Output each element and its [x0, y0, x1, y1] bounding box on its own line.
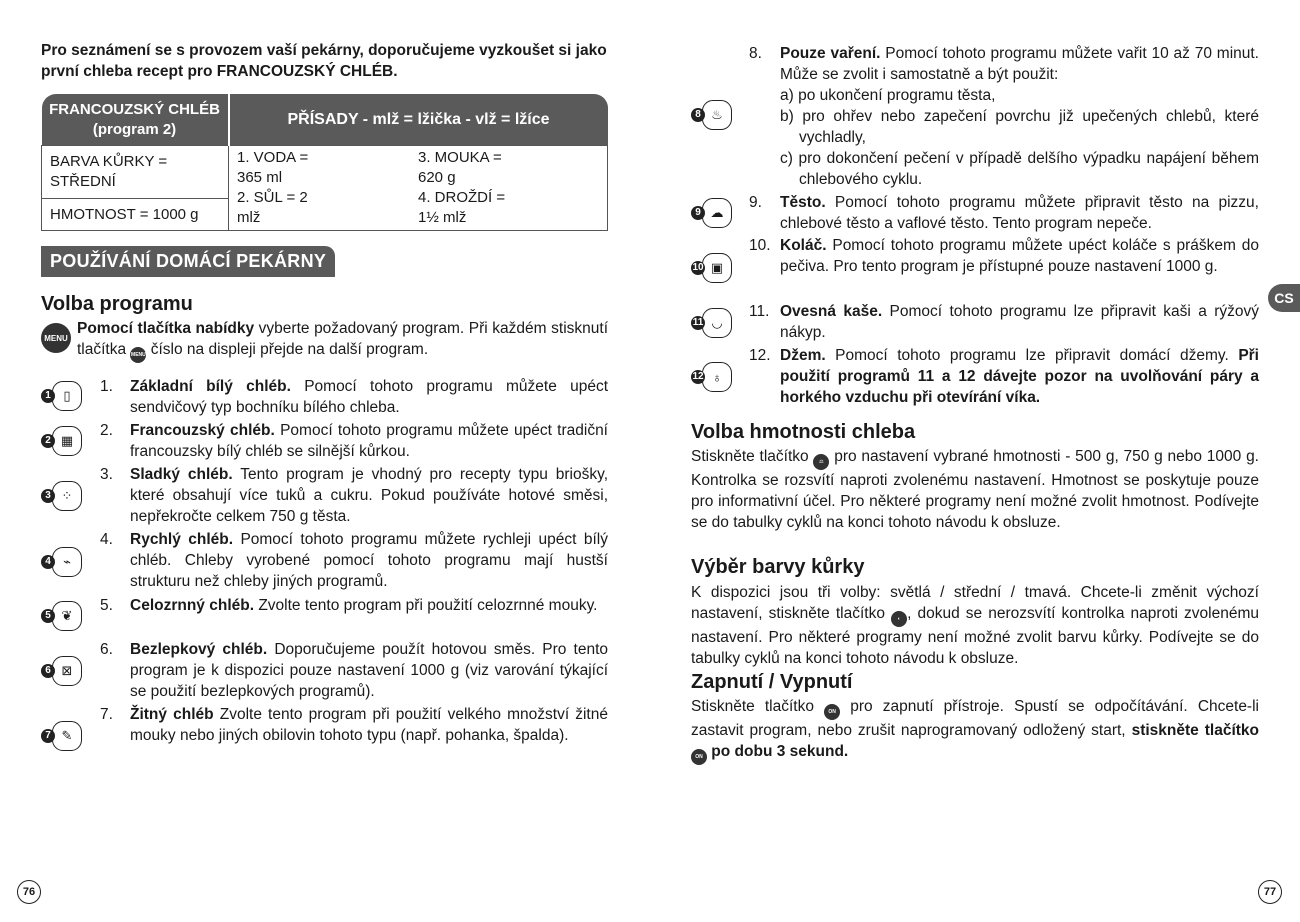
ingredient-item: 4. DROŽDÍ = 1½ mlž	[418, 189, 506, 226]
table-header-program: FRANCOUZSKÝ CHLÉB (program 2)	[42, 94, 229, 146]
program-2-icon: 2 ▦	[41, 426, 82, 456]
program-8-icon: 8 ♨	[691, 100, 732, 130]
program-item-4: 4. Rychlý chléb. Pomocí tohoto programu můžete rychleji upéct bílý chléb. Chleby vyrobené pomocí tohoto programu mají hustší strukturu než chleby jiných programů.	[100, 531, 608, 590]
menu-text-end: číslo na displeji přejde na další program.	[146, 341, 429, 358]
program-3-icon: 3 ⁘	[41, 481, 82, 511]
program-10-icon: 10 ▣	[691, 253, 732, 283]
weight-text: Stiskněte tlačítko ⚖ pro nastavení vybrané hmotnosti - 500 g, 750 g nebo 1000 g. Kontrolka se rozsvítí naproti zvolenému nastavení. Hmotnost se poskytuje pouze pro informativní účel. Pro některé programy není možné zvolit hmotnost. Podívejte se do tabulky cyklů na konci tohoto návodu k obsluze.	[691, 448, 1259, 531]
power-text: Stiskněte tlačítko ON pro zapnutí přístroje. Spustí se odpočítávání. Chcete-li zastavit program, nebo zrušit naprogramovaný odložený start, stiskněte tlačítko ON po dobu 3 sekund.	[691, 696, 1259, 765]
start-stop-icon-2: ON	[691, 749, 707, 765]
menu-small-icon: MENU	[130, 347, 146, 363]
program-4-icon: 4 ⌁	[41, 547, 82, 577]
program-7-icon: 7 ✎	[41, 721, 82, 751]
sub-item-a: a) po ukončení programu těsta,	[780, 87, 996, 104]
power-heading: Zapnutí / Vypnutí	[691, 671, 853, 693]
start-stop-icon: ON	[824, 704, 840, 720]
program-12-icon: 12 ♁	[691, 362, 732, 392]
program-item-1: 1. Základní bílý chléb. Pomocí tohoto programu můžete upéct sendvičový typ bochníku bílého chleba.	[100, 378, 608, 416]
program-item-8: 8. Pouze vaření. Pomocí tohoto programu můžete vařit 10 až 70 minut. Může se zvolit i samostatně a být použit:	[749, 45, 1259, 83]
ingredient-item: 2. SŮL = 2 mlž	[237, 189, 308, 226]
table-header-ingredients: PŘÍSADY - mlž = lžička - vlž = lžíce	[229, 94, 608, 146]
page-number-right: 77	[1258, 880, 1282, 904]
program-item-12: 12. Džem. Pomocí tohoto programu lze připravit domácí džemy. Při použití programů 11 a 12 dávejte pozor na uvolňování páry a horkého vzduchu při otevírání víka.	[749, 347, 1259, 406]
weight-cell: HMOTNOST = 1000 g	[42, 199, 229, 231]
program-item-3: 3. Sladký chléb. Tento program je vhodný pro recepty typu briošky, které obsahují více tuků a cukru. Pokud používáte hotové směsi, nepřekročte celkem 750 g těsta.	[100, 466, 608, 525]
program-1-icon: 1 ▯	[41, 381, 82, 411]
ingredients-cell	[229, 146, 608, 231]
language-tab: CS	[1268, 284, 1300, 312]
program-5-icon: 5 ❦	[41, 601, 82, 631]
program-item-9: 9. Těsto. Pomocí tohoto programu můžete připravit těsto na pizzu, chlebové těsto a vaflové těsto. Tento program nepeče.	[749, 194, 1259, 232]
crust-button-icon: ◐	[891, 611, 907, 627]
program-item-5: 5. Celozrnný chléb. Zvolte tento program při použití celozrnné mouky.	[100, 597, 598, 614]
recipe-table	[41, 94, 608, 231]
section-title: POUŽÍVÁNÍ DOMÁCÍ PEKÁRNY	[41, 246, 335, 277]
menu-text: vyberte požadovaný program. Při každém stisknutí tlačítka	[77, 320, 608, 358]
program-item-7: 7. Žitný chléb Zvolte tento program při použití velkého množství žitné mouky nebo jiných obilovin tohoto typu (např. pohanka, špalda).	[100, 706, 608, 744]
ingredient-item: 3. MOUKA = 620 g	[418, 149, 502, 186]
program-item-10: 10. Koláč. Pomocí tohoto programu můžete upéct koláče s práškem do pečiva. Pro tento program je přístupné pouze nastavení 1000 g.	[749, 237, 1259, 275]
weight-button-icon: ⚖	[813, 454, 829, 470]
sub-item-b: b) pro ohřev nebo zapečení povrchu již upečených chlebů, které vychladly,	[780, 108, 1259, 146]
weight-heading: Volba hmotnosti chleba	[691, 421, 916, 443]
program-item-6: 6. Bezlepkový chléb. Doporučujeme použít hotovou směs. Pro tento program je k dispozici pouze nastavení 1000 g (viz varování týkající se použití bezlepkových programů).	[100, 641, 608, 700]
page-number-left: 76	[17, 880, 41, 904]
crust-color-cell: BARVA KŮRKY = STŘEDNÍ	[42, 146, 229, 199]
program-6-icon: 6 ⊠	[41, 656, 82, 686]
menu-bold: Pomocí tlačítka nabídky	[77, 320, 255, 337]
crust-text: K dispozici jsou tři volby: světlá / střední / tmavá. Chcete-li změnit výchozí nastavení, stiskněte tlačítko ◐ , dokud se nerozsvítí kontrolka naproti zvolenému nastavení. Pro některé programy není možné zvolit barvu kůrky. Podívejte se do tabulky cyklů na konci tohoto návodu k obsluze.	[691, 584, 1259, 667]
program-11-icon: 11 ◡	[691, 308, 732, 338]
ingredient-item: 1. VODA = 365 ml	[237, 149, 309, 186]
crust-heading: Výběr barvy kůrky	[691, 556, 865, 578]
program-heading: Volba programu	[41, 293, 193, 315]
program-item-2: 2. Francouzský chléb. Pomocí tohoto programu můžete upéct tradiční francouzsky bílý chléb se silnější kůrkou.	[100, 422, 608, 460]
menu-button-icon: MENU	[41, 323, 71, 353]
intro-text: Pro seznámení se s provozem vaší pekárny, doporučujeme vyzkoušet si jako první chleba recept pro FRANCOUZSKÝ CHLÉB.	[41, 42, 607, 80]
program-9-icon: 9 ☁	[691, 198, 732, 228]
program-item-11: 11. Ovesná kaše. Pomocí tohoto programu lze připravit kaši a rýžový nákyp.	[749, 303, 1259, 341]
sub-item-c: c) pro dokončení pečení v případě delšího výpadku napájení během chlebového cyklu.	[780, 150, 1259, 188]
